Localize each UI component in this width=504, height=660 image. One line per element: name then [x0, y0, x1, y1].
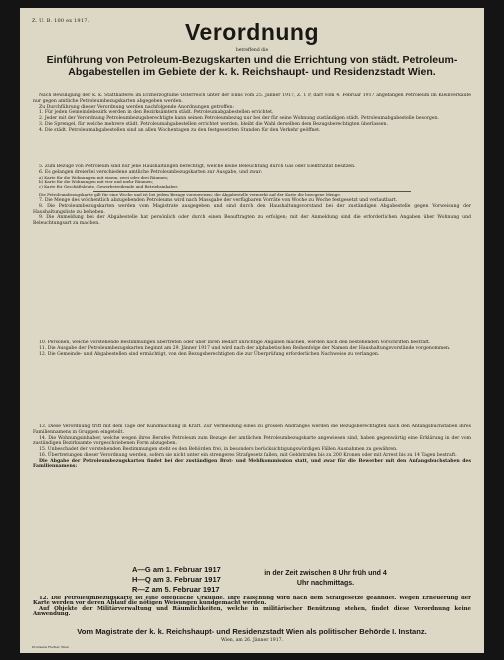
- item-6-note: Die Petroleumbezugskarte gilt für eine Woche und ist bei jedem Bezuge vorzuweisen; die Abgabestelle vermerkt auf der Karte die bezogene Menge.: [39, 192, 341, 198]
- item-7: 7. Die Menge des wöchentlich abzugebenden Petroleums wird nach Massgabe der verfügbaren Vorräte von Woche zu Woche festgesetzt und verlautbart.: [39, 198, 398, 204]
- printer-imprint: Druckerei Fischer, Wien: [32, 645, 69, 649]
- item-16: 16. Übertretungen dieser Verordnung werden, sofern sie nicht unter ein strengeres Strafgesetz fallen, mit Geldstrafen bis zu 200 Kronen oder mit Arrest bis zu 14 Tagen bestraft.: [39, 452, 457, 458]
- item-6b: b) Karte für die Wohnungen mit vier und mehr Räumen;: [39, 179, 154, 185]
- title-connector: betreffend die: [235, 48, 269, 53]
- distribution-schedule: [132, 565, 392, 595]
- item-11: 11. Die Ausgabe der Petroleumbezugskarten beginnt am 29. Jänner 1917 und wird nach der alphabetischen Reihenfolge der Namen der Haushaltungsvorstände vorgenommen.: [39, 345, 451, 351]
- item-6c: c) Karte für Geschäftsleute, Gewerbetreibende und Betriebsinhaber.: [39, 184, 179, 190]
- item-6: 6. Es gelangen dreierlei verschiedene amtliche Petroleumbezugskarten zur Ausgabe, und zwar:: [39, 169, 263, 175]
- general-section: [33, 424, 471, 564]
- intro-section: [33, 93, 471, 163]
- closing-paragraph: 12. Die Petroleumbezugskarte ist eine öffentliche Urkunde. Ihre Fälschung wird nach dem Strafgesetze geahndet. Wegen Erneuerung der Karte werden vor deren Ablauf die nötigen Weisungen kundgemacht werden.: [33, 596, 471, 607]
- letters-range: A—G: [132, 565, 151, 574]
- item-4: 4. Die städt. Petroleumabgabestellen sind an allen Wochentagen zu den festgesetzten Stunden für den Verkehr geöffnet.: [39, 127, 321, 133]
- penalty-section: [33, 340, 471, 422]
- distribution-date: am 1. Februar 1917: [152, 565, 221, 574]
- page-title: Verordnung: [184, 19, 320, 45]
- intro-paragraph: Nach Bewilligung der k. k. Statthalterei im Erzherzogtume Österreich unter der Enns vom 25. Jänner 1917, Z. 1 P, darf vom 4. Februar 1917 angefangen Petroleum im Kleinverkaufe nur gegen amtliche Petroleumbezugskarten abgegeben werden.: [33, 93, 471, 104]
- poster-sheet: [20, 8, 484, 653]
- schedule-row: [132, 575, 221, 585]
- item-8: 8. Die Petroleumbezugskarten werden vom Magistrate ausgegeben und sind durch den Haushaltungsvorstand bei der zuständigen Abgabestelle gegen Vorweisung der Haushaltungsliste zu beheben.: [33, 203, 471, 215]
- schedule-row: [132, 565, 221, 575]
- item-13: 13. Diese Verordnung tritt mit dem Tage der Kundmachung in Kraft. Zur Vermeidung eines zu grossen Andranges werden die Bezugsberechtigten nach den Anfangsbuchstaben ihres Familiennamens in Gruppen eingeteilt.: [33, 424, 471, 435]
- item-14: 14. Die Wohnungsinhaber, welche wegen ihres Berufes Petroleum zum Bezuge der amtlichen Petroleumbezugskarte angewiesen sind, haben gegenwärtig eine Erklärung in der vom zuständigen Bezirksamte vorgeschriebenen Form abzugeben.: [33, 435, 471, 447]
- intro-paragraph-2: Zu Durchführung dieser Verordnung werden nachfolgende Anordnungen getroffen:: [39, 104, 234, 110]
- card-rules-section: [33, 164, 471, 338]
- letters-range: R—Z: [132, 585, 150, 594]
- schedule-hours: in der Zeit zwischen 8 Uhr früh und 4 Uhr nachmittags.: [264, 570, 387, 587]
- item-2: 2. Jeder mit der Verordnung Petroleumbezugsberechtigte kann seinen Petroleumbezug nur bei der für seine Wohnung zuständigen städt. Petroleumabgabestelle besorgen.: [39, 116, 440, 121]
- issuing-authority: Vom Magistrate der k. k. Reichshaupt- und Residenzstadt Wien als politischer Behörde I. Instanz.: [77, 627, 427, 636]
- military-exemption: Auf Objekte der Militärverwaltung und Räumlichkeiten, welche in militärischer Benützung stehen, findet diese Verordnung keine Anwendung.: [33, 605, 471, 617]
- groups-intro: Die Abgabe der Petroleumbezugskarten findet bei der zuständigen Brot- und Mehlkommission statt, und zwar für die Bewerber mit den Anfangsbuchstaben des Familiennamens:: [33, 458, 471, 470]
- item-6a: a) Karte für die Wohnungen mit einem, zwei oder drei Räumen;: [39, 174, 169, 180]
- distribution-date: am 5. Februar 1917: [151, 585, 220, 594]
- item-10: 10. Personen, welche vorstehende Bestimmungen übertreten oder über ihren Bedarf unrichtige Angaben machen, werden nach den bestehenden Vorschriften bestraft.: [39, 340, 431, 345]
- schedule-row: [132, 585, 220, 595]
- issue-date: Wien, am 26. Jänner 1917.: [220, 638, 284, 643]
- subtitle: Einführung von Petroleum-Bezugskarten und die Errichtung von städt. Petroleum-Abgabestellen im Gebiete der k. k. Reichshaupt- und Residenzstadt Wien.: [46, 54, 458, 79]
- item-1: 1. Für jeden Gemeindebezirk werden in den Bezirksämtern städt. Petroleumabgabestellen errichtet.: [39, 110, 274, 116]
- closing-section: [33, 596, 471, 626]
- item-9: 9. Die Anmeldung bei der Abgabestelle hat persönlich oder durch einen Beauftragten zu erfolgen; mit der Anmeldung sind die erforderlichen Angaben über Wohnung und Beleuchtungsart zu machen.: [33, 215, 471, 227]
- letters-range: H—Q: [132, 575, 151, 584]
- reference-number: Z. U. B. 100 ex 1917.: [32, 18, 90, 24]
- distribution-date: am 3. Februar 1917: [152, 575, 221, 584]
- item-3: 3. Die Sprengel, für welche mehrere städt. Petroleumabgabestellen errichtet werden, bleibt die Wahl derselben dem Bezugsberechtigten überlassen.: [39, 121, 388, 127]
- item-12: 12. Die Gemeinde- und Abgabestellen sind ermächtigt, von den Bezugsberechtigten die zur Überprüfung erforderlichen Nachweise zu verlangen.: [39, 351, 380, 357]
- item-5: 5. Zum Bezuge von Petroleum sind nur jene Haushaltungen berechtigt, welche keine Beleuchtung durch Gas oder Elektrizität besitzen.: [39, 164, 356, 169]
- item-15: 15. Unbeschadet der vorstehenden Bestimmungen steht es den Behörden frei, in besonders berücksichtigungswürdigen Fällen Ausnahmen zu gewähren.: [39, 447, 398, 452]
